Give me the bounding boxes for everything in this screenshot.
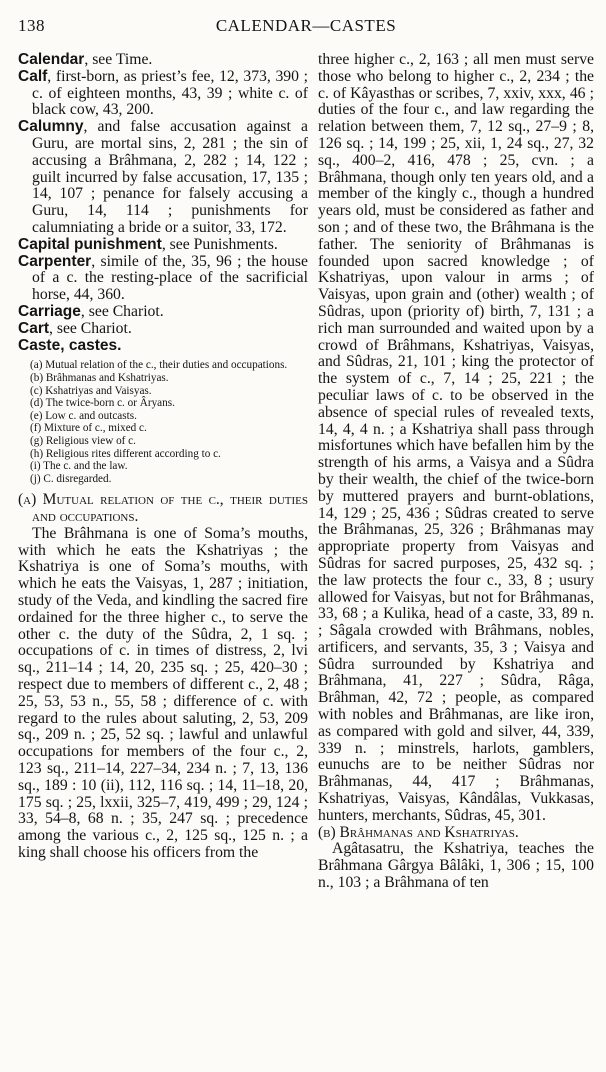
subdivision-item: (j) C. disregarded. <box>30 472 112 485</box>
entry-caste <box>18 338 308 355</box>
entry-calf <box>18 69 308 119</box>
headword: Calendar <box>18 51 85 68</box>
entry-calendar <box>18 52 308 69</box>
entry-text: , and false accusation against a Guru, are mortal sins, 2, 281 ; the sin of accusing a Brâhmana, 2, 282 ; 14, 122 ; guilt incurred by false accusation, 17, 135 ; 14, 107 ; penance for falsely accusing a Guru, 14, 114 ; punishments for calumniating a bride or a suitor, 33, 172. <box>32 118 308 236</box>
headword: Cart <box>18 319 50 337</box>
subdivision-item: (c) Kshatriyas and Vaisyas. <box>30 384 152 397</box>
left-column <box>18 52 308 862</box>
entry-text: , see Time. <box>84 51 153 68</box>
running-head: CALENDAR—CASTES <box>215 16 397 35</box>
page-number: 138 <box>18 16 45 35</box>
headword: Carriage <box>18 302 81 320</box>
entry-text: , first-born, as priest’s fee, 12, 373, 390 ; c. of eighteen months, 43, 39 ; white c. of black cow, 43, 200. <box>32 67 308 119</box>
entry-text: , see Punishments. <box>161 235 278 253</box>
section-b-heading: (b) Brâhmanas and Kshatriyas. <box>318 823 519 841</box>
subdivision-item: (e) Low c. and outcasts. <box>30 409 137 422</box>
subdivision-item: (b) Brâhmanas and Kshatriyas. <box>30 371 169 384</box>
headword: Capital punishment <box>18 235 162 253</box>
entry-carpenter <box>18 254 308 304</box>
page-header <box>18 10 594 38</box>
subdivision-item: (d) The twice-born c. or Âryans. <box>30 397 175 410</box>
right-column <box>318 52 594 892</box>
entry-text: , see Chariot. <box>80 302 164 320</box>
subdivision-item: (i) The c. and the law. <box>30 460 128 473</box>
entry-text: , simile of the, 35, 96 ; the house of a c. the resting-place of the sacrificial horse, 44, 360. <box>32 252 308 304</box>
subdivision-item: (g) Religious view of c. <box>30 434 136 447</box>
headword: Calumny <box>18 118 84 136</box>
entry-calumny <box>18 119 308 237</box>
entry-capital-punishment <box>18 237 308 254</box>
entry-cart <box>18 321 308 338</box>
subdivision-item: (h) Religious rites different according to c. <box>30 447 221 460</box>
subdivision-item: (f) Mixture of c., mixed c. <box>30 422 147 435</box>
headword: Carpenter <box>18 252 92 270</box>
headword: Caste, castes. <box>18 336 122 354</box>
section-a-text: The Brâhmana is one of Soma’s mouths, with which he eats the Kshatriyas ; the Kshatriya is one of Soma’s mouths, with which he eats the Vaisyas, 1, 287 ; initiation, study of the Veda, and kindling the sacred fire ordained for the three higher c., to serve the other c. the duty of the Sûdra, 2, 1 sq. ; occupations of c. in times of distress, 2, lvi sq., 211–14 ; 14, 20, 235 sq. ; 25, 420–30 ; respect due to members of different c., 2, 48 ; 25, 53, 53 n., 55, 58 ; difference of c. with regard to the rules about saluting, 2, 53, 209 sq., 209 n. ; 25, 52 sq. ; lawful and unlawful occupations for members of the four c., 2, 123 sq., 211–14, 227–34, 234 n. ; 7, 13, 136 sq., 189 : 10 (ii), 112, 116 sq. ; 14, 11–18, 20, 175 sq. ; 25, lxxii, 325–7, 419, 499 ; 29, 124 ; 33, 54–8, 68 n. ; 35, 247 sq. ; precedence among the various c., 2, 125 sq., 125 n. ; a king shall choose his officers from the <box>18 524 308 862</box>
caste-continuation-text: three higher c., 2, 163 ; all men must serve those who belong to higher c., 2, 234 ; the c. of Kâyasthas or scribes, 7, xxiv, xxx, 46 ; duties of the four c., and law regarding the relation between them, 7, 12 sq., 27–9 ; 8, 126 sq. ; 14, 199 ; 25, xii, 1, 24 sq., 27, 32 sq., 400–2, 416, 478 ; 25, cvn. ; a Brâhmana, though only ten years old, and a member of the kingly c., though a hundred years old, must be considered as father and son ; and of these two, the Brâhmana is the father. The seniority of Brâhmanas is founded upon sacred knowledge ; of Kshatriyas, upon valour in arms ; of Vaisyas, upon grain and (other) wealth ; of Sûdras, upon (priority of) birth, 7, 131 ; a rich man surrounded and waited upon by a crowd of Brâhmans, Kshatriyas, Vaisyas, and Sûdras, 21, 101 ; king the protector of the system of c., 7, 14 ; 25, 221 ; the peculiar laws of c. to be observed in the absence of special rules of revealed texts, 14, 4, 4 n. ; a Kshatriya shall pass through misfortunes which have befallen him by the strength of his arms, a Vaisya and a Sûdra by their wealth, the chief of the twice-born by muttered prayers and burnt-oblations, 14, 129 ; 25, 436 ; Sûdras created to serve the Brâhmanas, 25, 326 ; Brâhmanas may appropriate property from Vaisyas and Sûdras for sacred purposes, 25, 432 sq. ; the law protects the four c., 33, 8 ; usury allowed for Vaisyas, but not for Brâhmanas, 33, 68 ; a Kulika, head of a caste, 33, 89 n. ; Sâgala crowded with Brâhmans, nobles, artificers, and servants, 35, 3 ; Vaisya and Sûdra surrounded by Kshatriya and Brâhmana, 41, 227 ; Sûdra, Râga, Brâhman, 42, 72 ; people, as compared with nobles and Brâhmanas, are like iron, as compared with gold and silver, 44, 339, 339 n. ; minstrels, harlots, gamblers, eunuchs are to be neither Sûdras nor Brâhmanas, 44, 417 ; Brâhmanas, Kshatriyas, Vaisyas, Kândâlas, Vukkasas, hunters, merchants, Sûdras, 45, 301. <box>318 51 594 824</box>
section-b-text: Agâtasatru, the Kshatriya, teaches the Brâhmana Gârgya Bâlâki, 1, 306 ; 15, 100 n., 103 ; a Brâhmana of ten <box>318 840 594 892</box>
section-a-heading: (a) Mutual relation of the c., their duties and occupations. <box>18 491 308 526</box>
caste-subdivisions <box>30 359 308 485</box>
subdivision-item: (a) Mutual relation of the c., their duties and occupations. <box>30 359 288 372</box>
entry-text: , see Chariot. <box>49 319 132 337</box>
headword: Calf <box>18 67 48 85</box>
entry-carriage <box>18 304 308 321</box>
